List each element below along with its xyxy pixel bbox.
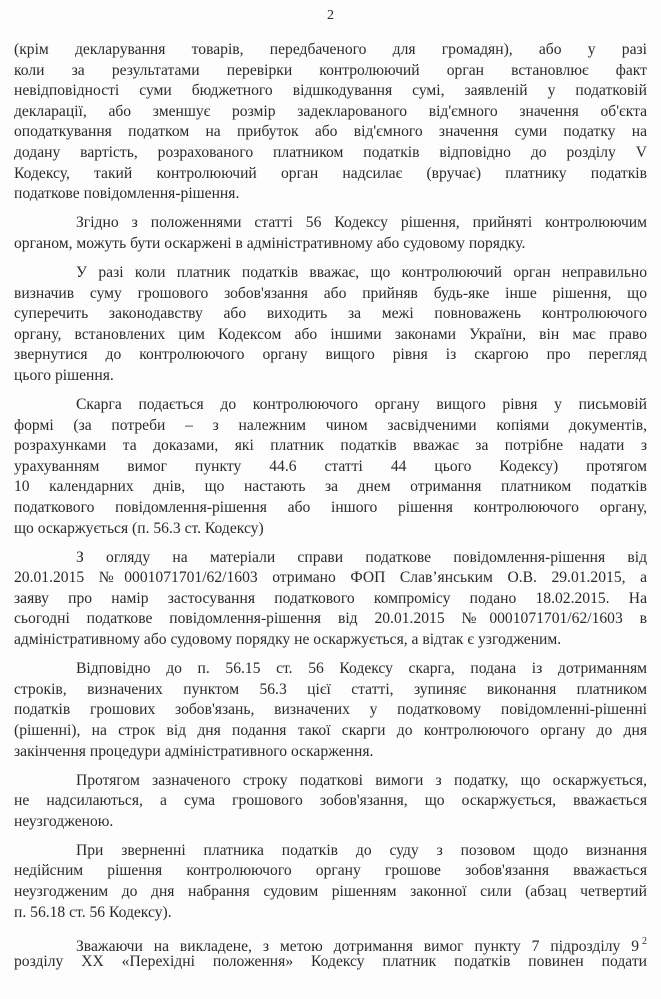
text-line xyxy=(14,861,647,882)
paragraph xyxy=(14,548,647,651)
text-line xyxy=(14,263,647,284)
text-line xyxy=(14,932,647,953)
text-line-content: розділу XX «Перехідні положення» Кодексу платник податків повинен подати xyxy=(14,953,647,971)
text-line-content: Скарга подається до контролюючого органу вищого рівня у письмовій xyxy=(76,396,647,413)
text-line xyxy=(14,40,647,61)
text-line xyxy=(14,903,647,924)
text-line-content: податків грошових зобов'язань, визначених у податковому повідомленні-рішенні xyxy=(14,701,647,719)
text-line-content: Відповідно до п. 56.15 ст. 56 Кодексу скарга, подана із дотриманням xyxy=(76,660,647,678)
text-line-content: При зверненні платника податків до суду з позовом щодо визнання xyxy=(76,841,647,859)
text-line xyxy=(14,477,647,498)
text-line xyxy=(14,184,647,205)
text-line xyxy=(14,721,647,742)
paragraph xyxy=(14,771,647,833)
text-line xyxy=(14,568,647,589)
text-line-content: органом, можуть бути оскаржені в адміністративному або судовому порядку. xyxy=(14,234,526,252)
text-line-content: урахуванням вимог пункту 44.6 статті 44 цього Кодексу) протягом xyxy=(14,457,647,475)
text-line xyxy=(14,102,647,123)
text-line xyxy=(14,416,647,437)
text-line-content: (рішенні), на строк від дня подання такої скарги до контролюючого органу до дня xyxy=(14,721,647,739)
text-line xyxy=(14,680,647,701)
text-line xyxy=(14,519,647,540)
superscript: 2 xyxy=(642,935,647,947)
text-line-content: 10 календарних днів, що настають за днем отримання платником податків xyxy=(14,478,647,496)
text-line-content: додану вартість, розрахованого платником податків відповідно до розділу V xyxy=(14,143,647,161)
text-line xyxy=(14,498,647,519)
paragraph xyxy=(14,659,647,762)
text-line-content: не надсилаються, а сума грошового зобов'язання, що оскаржується, вважається xyxy=(14,792,647,810)
text-line-content: розрахунками та доказами, які платник податків вважає за потрібне надати з xyxy=(14,437,647,455)
text-line-content: адміністративному або судовому порядку не оскаржується, а відтак є узгодженим. xyxy=(14,631,562,649)
paragraph xyxy=(14,932,647,973)
text-line xyxy=(14,164,647,185)
text-line-content: Кодексу, такий контролюючий орган надсилає (вручає) платнику податків xyxy=(14,164,647,182)
text-line xyxy=(14,284,647,305)
text-line-content: податкового повідомлення-рішення або іншого рішення контролюючого органу, xyxy=(14,498,647,516)
text-line xyxy=(14,457,647,478)
text-line xyxy=(14,882,647,903)
text-line xyxy=(14,122,647,143)
text-line-content: У разі коли платник податків вважає, що контролюючий орган неправильно xyxy=(76,263,647,281)
text-line xyxy=(14,81,647,102)
text-line-content: Зважаючи на викладене, з метою дотримання вимог пункту 7 підрозділу 9 xyxy=(76,937,639,955)
text-line-content: неузгодженою. xyxy=(14,812,114,830)
text-line-content: Протягом зазначеного строку податкові вимоги з податку, що оскаржується, xyxy=(76,771,647,789)
text-line-content: декларації, або зменшує розмір задекларованого від'ємного значення об'єкта xyxy=(14,102,647,120)
text-line xyxy=(14,366,647,387)
text-line-content: органу, встановлених цим Кодексом або іншими законами України, він має право xyxy=(14,325,647,343)
text-line xyxy=(14,234,647,255)
text-line xyxy=(14,841,647,862)
text-line-content: недійсним рішення контролюючого органу грошове зобов'язання вважається xyxy=(14,862,647,880)
text-line-content: невідповідності суми бюджетного відшкодування сумі, заявленій у податковій xyxy=(14,82,647,100)
text-line xyxy=(14,395,647,416)
text-line xyxy=(14,61,647,82)
text-line xyxy=(14,771,647,792)
text-line xyxy=(14,952,647,973)
text-line-content: формі (за потреби – з належним чином засвідченими копіями документів, xyxy=(14,416,647,434)
text-line-content: звернутися до контролюючого органу вищого рівня із скаргою про перегляд xyxy=(14,346,647,364)
text-line-content: коли за результатами перевірки контролюючий орган встановлює факт xyxy=(14,61,647,79)
document-body xyxy=(14,40,647,981)
text-line-content: податкове повідомлення-рішення. xyxy=(14,185,240,203)
text-line-content: цього рішення. xyxy=(14,366,114,384)
text-line-content: Згідно з положеннями статті 56 Кодексу рішення, прийняті контролюючим xyxy=(76,214,647,232)
page-number: 2 xyxy=(327,8,334,23)
text-line xyxy=(14,700,647,721)
text-line xyxy=(14,345,647,366)
text-line xyxy=(14,812,647,833)
text-line xyxy=(14,630,647,651)
text-line-content: (крім декларування товарів, передбаченого для громадян), або у разі xyxy=(14,41,647,58)
text-line-content: закінчення процедури адміністративного оскарження. xyxy=(14,742,374,760)
text-line xyxy=(14,791,647,812)
text-line-content: неузгодженим до дня набрання судовим рішенням законної сили (абзац четвертий xyxy=(14,883,647,901)
text-line-content: сьогодні податкове повідомлення-рішення від 20.01.2015 №0001071701/62/1603 в xyxy=(14,610,647,628)
paragraph xyxy=(14,395,647,539)
paragraph xyxy=(14,841,647,923)
text-line-content: оподаткування податком на прибуток або від'ємного значення суми податку на xyxy=(14,123,647,141)
text-line-content: строків, визначених пунктом 56.3 цієї статті, зупиняє виконання платником xyxy=(14,680,647,698)
text-line-content: заяву про намір застосування податкового компромісу подано 18.02.2015. На xyxy=(14,589,647,607)
text-line-content: визначив суму грошового зобов'язання або прийняв будь-яке інше рішення, що xyxy=(14,284,647,302)
text-line xyxy=(14,325,647,346)
text-line xyxy=(14,742,647,763)
text-line xyxy=(14,143,647,164)
text-line xyxy=(14,589,647,610)
text-line xyxy=(14,436,647,457)
text-line-content: п. 56.18 ст. 56 Кодексу). xyxy=(14,903,172,921)
paragraph xyxy=(14,40,647,205)
text-line-content: що оскаржується (п. 56.3 ст. Кодексу) xyxy=(14,519,264,537)
text-line xyxy=(14,304,647,325)
paragraph xyxy=(14,263,647,387)
text-line-content: 20.01.2015 №0001071701/62/1603 отримано ФОП Слав’янським О.В. 29.01.2015, а xyxy=(14,569,647,587)
paragraph xyxy=(14,213,647,254)
text-line-content: суперечить законодавству або виходить за межі повноважень контролюючого xyxy=(14,305,647,323)
text-line xyxy=(14,659,647,680)
text-line xyxy=(14,548,647,569)
text-line xyxy=(14,609,647,630)
text-line-content: З огляду на матеріали справи податкове повідомлення-рішення від xyxy=(76,548,647,566)
text-line xyxy=(14,213,647,234)
